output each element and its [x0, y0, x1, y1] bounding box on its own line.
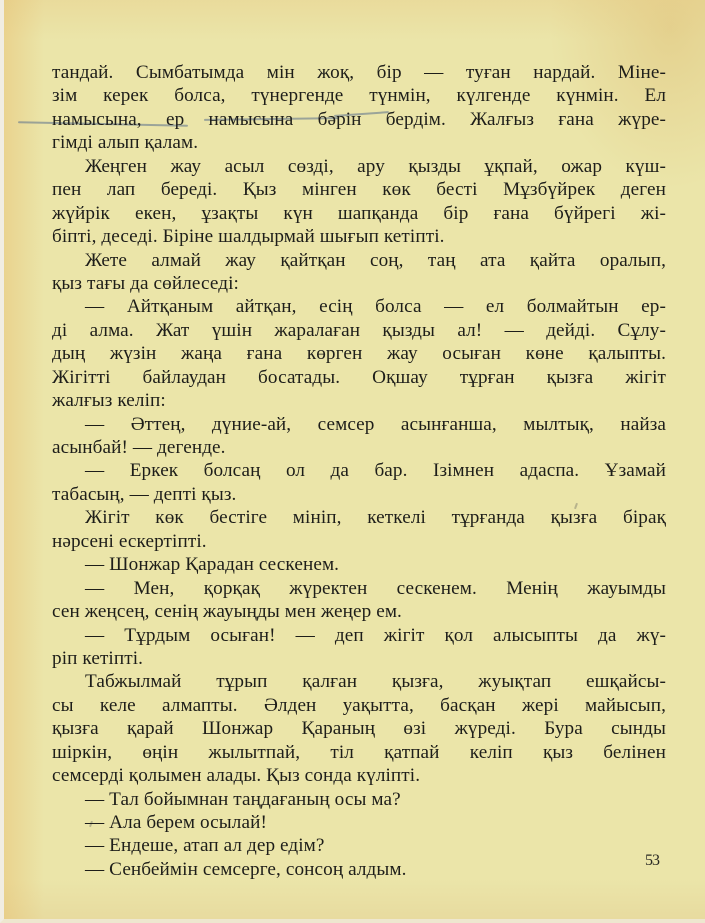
text-line: — Шонжар Қарадан сескенем.	[85, 554, 340, 576]
text-line: сы келе алмапты. Әлден уақытта, басқан жері майысып,	[52, 694, 666, 716]
text-line: жүйрік екен, ұзақты күн шапқанда бір ғана бүйрегі жі-	[52, 202, 666, 224]
text-line: қызға қарай Шонжар Қараның өзі жүреді. Бура сынды	[52, 718, 666, 740]
text-line: тандай. Сымбатымда мін жоқ, бір — туған нардай. Міне-	[52, 62, 666, 83]
text-line: — Айтқаным айтқан, есің болса — ел болмайтын ер-	[85, 296, 666, 318]
text-line: — Ала берем осылай!	[85, 812, 267, 833]
text-line: ді алма. Жат үшін жаралаған қызды ал! — дейді. Сұлу-	[52, 319, 666, 341]
text-line: асынбай! — дегенде.	[52, 437, 226, 458]
text-line: жалғыз келіп:	[52, 390, 166, 412]
text-line: — Еркек болсаң ол да бар. Ізімнен адаспа. Ұзамай	[85, 460, 666, 482]
text-line: біпті, деседі. Біріне шалдырмай шығып кетіпті.	[52, 226, 445, 248]
page-body-text	[52, 61, 666, 881]
text-line: сен жеңсең, сенің жауыңды мен жеңер ем.	[52, 601, 402, 623]
text-line: Табжылмай тұрып қалған қызға, жуықтап ешқайсы-	[85, 671, 666, 693]
text-line: ріп кетіпті.	[52, 647, 144, 669]
text-line: гімді алып қалам.	[52, 132, 199, 154]
text-line: Жеңген жау асыл сөзді, ару қызды ұқпай, ожар күш-	[85, 155, 666, 177]
text-line: қыз тағы да сөйлеседі:	[52, 272, 239, 294]
text-line: табасың, — депті қыз.	[52, 483, 237, 505]
text-line: — Сенбеймін семсерге, сонсоң алдым.	[85, 858, 407, 880]
text-line: — Тал бойымнан таңдағаның осы ма?	[85, 788, 401, 810]
text-line: Жете алмай жау қайтқан соң, таң ата қайта оралып,	[85, 249, 666, 271]
text-line: — Ендеше, атап ал дер едім?	[85, 835, 325, 857]
text-line: зім керек болса, түнергенде түнмін, күлгенде күнмін. Ел	[52, 85, 666, 107]
page-number: 53	[645, 852, 659, 869]
text-line: намысына, ер намысына бәрін бердім. Жалғыз ғана жүре-	[52, 108, 666, 130]
text-line: — Әттең, дүние-ай, семсер асынғанша, мылтық, найза	[85, 413, 666, 435]
text-line: дың жүзін жаңа ғана көрген жау осыған көне қалыпты.	[52, 343, 666, 365]
text-line: шіркін, өңін жылытпай, тіл қатпай келіп қыз белінен	[52, 741, 666, 763]
text-line: — Тұрдым осыған! — деп жігіт қол алысыпты да жү-	[85, 624, 666, 646]
text-line: — Мен, қорқақ жүректен сескенем. Менің жауымды	[85, 577, 666, 599]
text-line: пен лап береді. Қыз мінген көк бесті Мұзбүйрек деген	[52, 179, 666, 201]
text-line: семсерді қолымен алады. Қыз сонда күліпті.	[52, 765, 421, 787]
text-line: Жігіт көк бестіге мініп, кеткелі тұрғанда қызға бірақ	[85, 507, 666, 529]
text-line: нәрсені ескертіпті.	[52, 530, 207, 552]
text-line: Жігітті байлаудан босатады. Оқшау тұрған қызға жігіт	[52, 366, 666, 388]
